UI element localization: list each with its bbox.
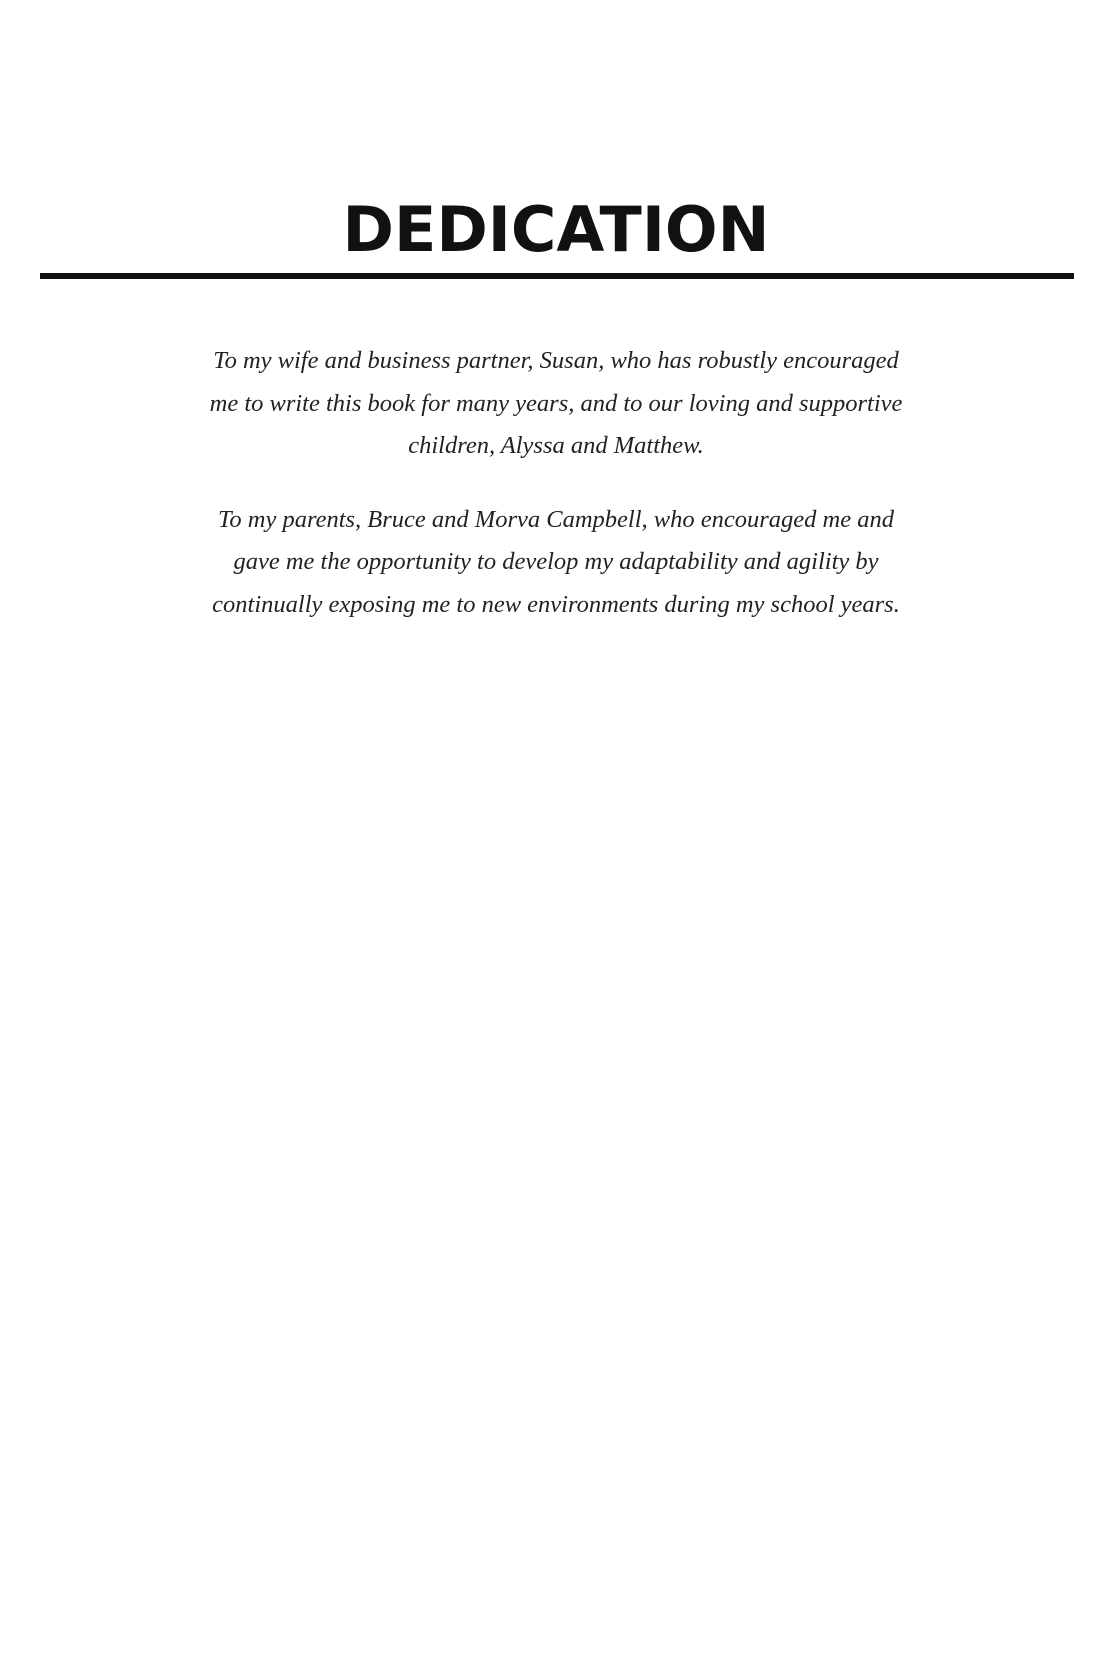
title-underline-rule [40,273,1074,279]
dedication-paragraph-1 [195,340,917,468]
dedication-line: me to write this book for many years, and to our loving and supportive [209,389,903,417]
dedication-paragraph-2 [195,499,917,627]
dedication-line: continually exposing me to new environments during my school years. [212,590,900,618]
page-title: DEDICATION [342,193,770,266]
dedication-line: To my parents, Bruce and Morva Campbell, who encouraged me and [218,505,894,533]
dedication-line: children, Alyssa and Matthew. [408,432,704,459]
dedication-line: gave me the opportunity to develop my adaptability and agility by [233,548,879,575]
dedication-text [195,340,917,626]
dedication-line: To my wife and business partner, Susan, who has robustly encouraged [213,347,899,374]
